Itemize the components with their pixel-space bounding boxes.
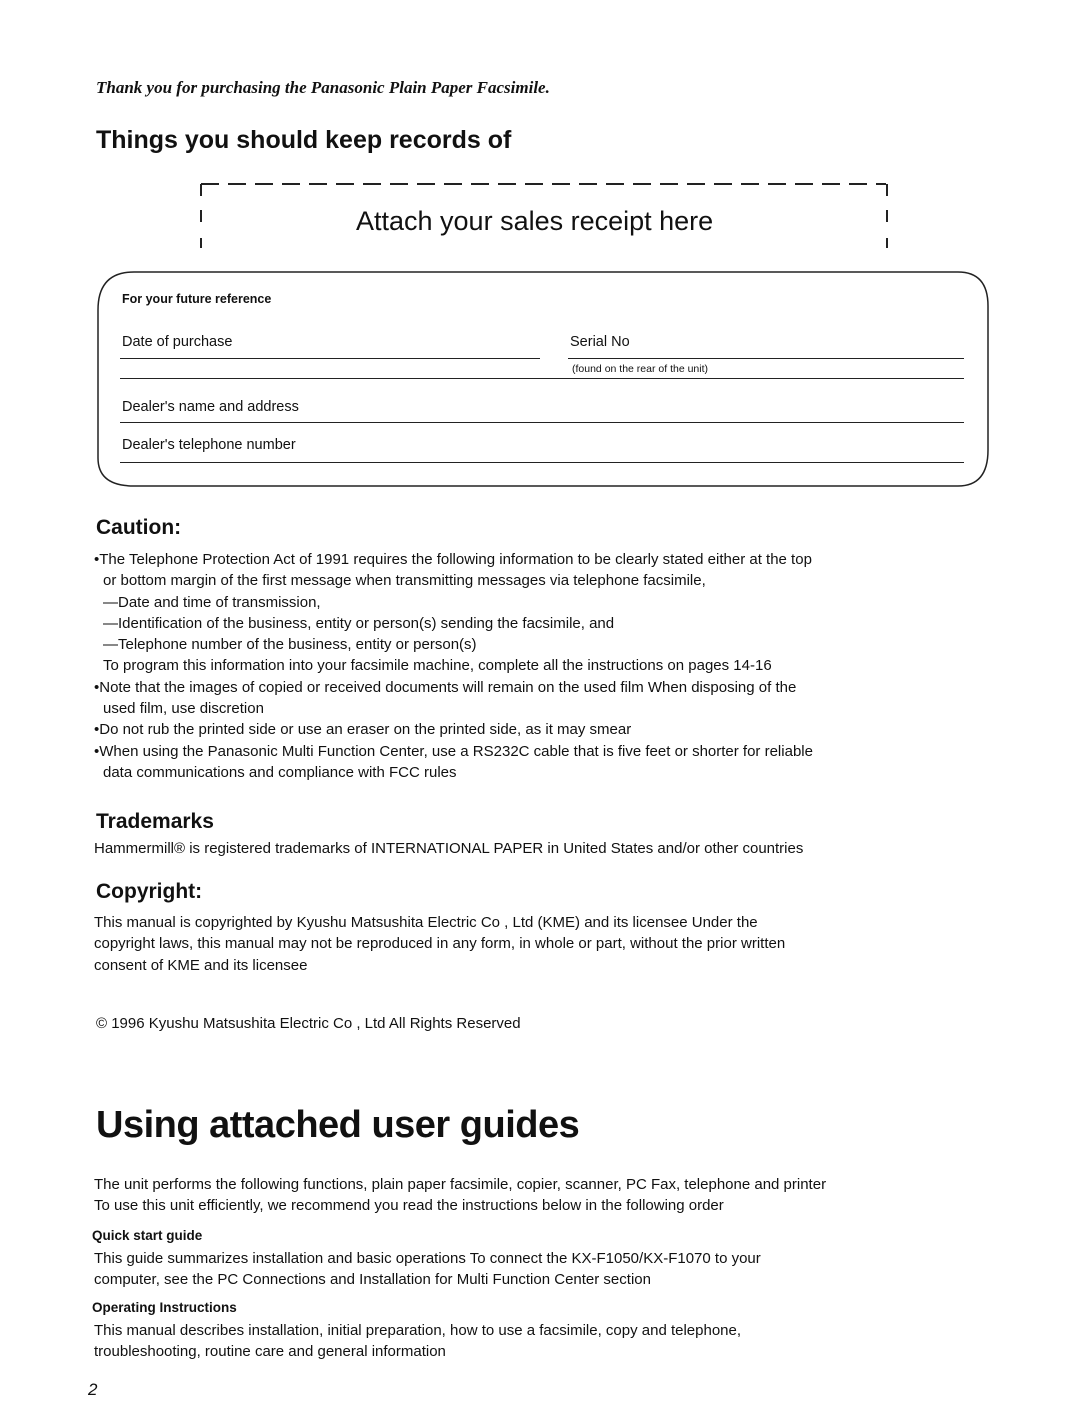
operating-instructions-text — [94, 1320, 994, 1363]
thank-you-note: Thank you for purchasing the Panasonic Plain Paper Facsimile. — [96, 78, 550, 97]
caution-text — [94, 549, 994, 783]
guides-heading: Using attached user guides — [96, 1104, 580, 1146]
caution-line: •When using the Panasonic Multi Function Center, use a RS232C cable that is five feet or shorter for reliable — [94, 742, 813, 760]
dealer-phone-label: Dealer's telephone number — [122, 437, 296, 453]
guides-intro — [94, 1174, 994, 1217]
blank-line — [120, 378, 964, 379]
caution-heading: Caution: — [96, 516, 182, 539]
operating-instructions-title: Operating Instructions — [92, 1300, 237, 1315]
trademarks-heading: Trademarks — [96, 810, 214, 833]
page-number: 2 — [88, 1380, 98, 1399]
caution-line: —Identification of the business, entity or person(s) sending the facsimile, and — [103, 614, 615, 632]
serial-location-note: (found on the rear of the unit) — [572, 363, 709, 375]
caution-line: —Date and time of transmission, — [103, 593, 321, 611]
future-reference-title: For your future reference — [122, 292, 272, 306]
copyright-notice — [96, 1013, 996, 1034]
date-of-purchase-line — [120, 358, 540, 359]
dealer-name-line — [120, 422, 964, 423]
future-reference-box — [94, 270, 990, 490]
receipt-label: Attach your sales receipt here — [356, 206, 714, 236]
dealer-phone-line — [120, 462, 964, 463]
copyright-text — [94, 912, 994, 976]
quick-start-line: computer, see the PC Connections and Installation for Multi Function Center section — [94, 1271, 651, 1289]
caution-line: •Note that the images of copied or received documents will remain on the used film When disposing of the — [94, 678, 797, 696]
guides-intro-line: The unit performs the following functions, plain paper facsimile, copier, scanner, PC Fax, telephone and printer — [94, 1176, 827, 1193]
serial-no-line — [568, 358, 964, 359]
dealer-name-label: Dealer's name and address — [122, 399, 299, 415]
copyright-heading: Copyright: — [96, 880, 203, 903]
serial-no-label: Serial No — [570, 334, 630, 350]
date-of-purchase-label: Date of purchase — [122, 334, 233, 350]
operating-instructions-line: This manual describes installation, initial preparation, how to use a facsimile, copy and telephone, — [94, 1322, 742, 1339]
copyright-line: copyright laws, this manual may not be reproduced in any form, in whole or part, without the prior written — [94, 935, 786, 953]
caution-line: To program this information into your facsimile machine, complete all the instructions on pages 14-16 — [103, 657, 772, 675]
records-heading: Things you should keep records of — [96, 126, 512, 154]
copyright-line: consent of KME and its licensee — [94, 956, 308, 974]
caution-line: used film, use discretion — [103, 700, 264, 718]
caution-line: data communications and compliance with FCC rules — [103, 763, 457, 781]
caution-line: —Telephone number of the business, entity or person(s) — [103, 636, 477, 654]
receipt-area — [200, 176, 888, 256]
copyright-notice-line: © 1996 Kyushu Matsushita Electric Co , Ltd All Rights Reserved — [96, 1015, 521, 1032]
copyright-line: This manual is copyrighted by Kyushu Matsushita Electric Co , Ltd (KME) and its licensee Under the — [94, 914, 758, 931]
trademarks-text — [94, 838, 994, 859]
caution-line: •The Telephone Protection Act of 1991 requires the following information to be clearly stated either at the top — [94, 551, 812, 568]
trademarks-line: Hammermill® is registered trademarks of INTERNATIONAL PAPER in United States and/or other countries — [94, 840, 804, 857]
caution-line: •Do not rub the printed side or use an eraser on the printed side, as it may smear — [94, 721, 632, 739]
quick-start-title: Quick start guide — [92, 1228, 203, 1243]
guides-intro-line: To use this unit efficiently, we recommend you read the instructions below in the following order — [94, 1197, 724, 1215]
caution-line: or bottom margin of the first message when transmitting messages via telephone facsimile, — [103, 572, 706, 590]
quick-start-line: This guide summarizes installation and basic operations To connect the KX-F1050/KX-F1070 to your — [94, 1250, 761, 1267]
quick-start-text — [94, 1248, 994, 1291]
operating-instructions-line: troubleshooting, routine care and general information — [94, 1343, 446, 1361]
